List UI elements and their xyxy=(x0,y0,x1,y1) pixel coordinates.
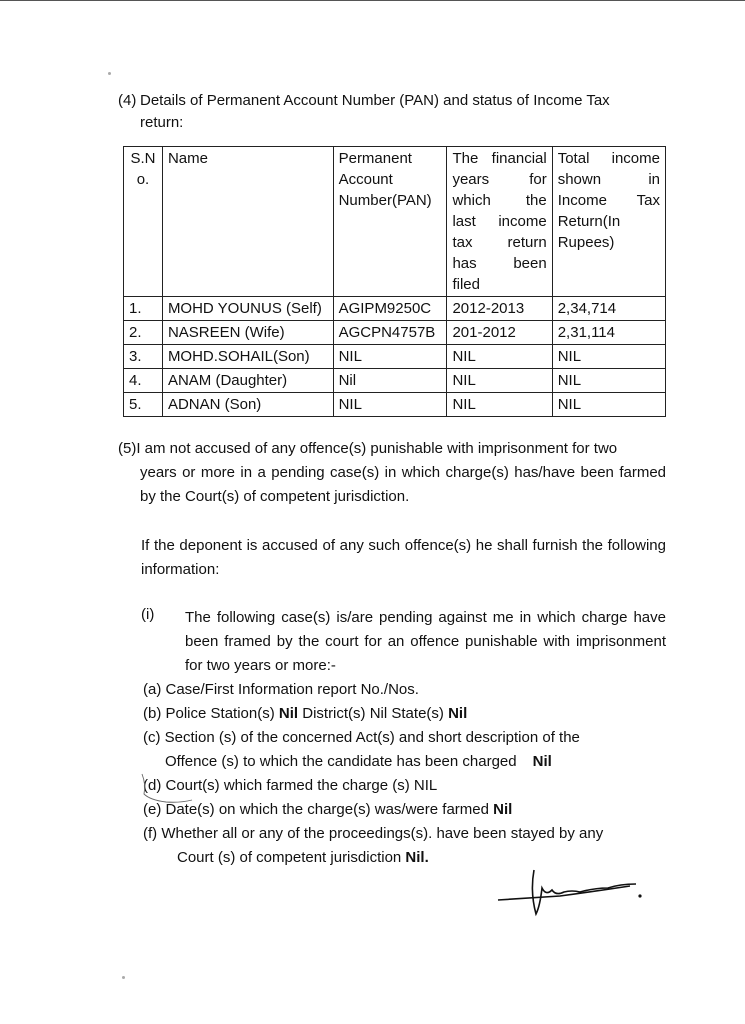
item-b xyxy=(143,702,467,726)
header-fy-line4: last income xyxy=(452,213,547,230)
header-fy-line1: The financial xyxy=(452,150,547,167)
item-c-line1: (c) Section (s) of the concerned Act(s) and short description of the xyxy=(143,729,580,746)
cell-sno: 3. xyxy=(124,345,163,369)
cell-income: NIL xyxy=(552,369,665,393)
item-a: (a) Case/First Information report No./Nos. xyxy=(143,681,419,698)
item-f-line2: Court (s) of competent jurisdiction xyxy=(177,849,406,866)
cell-income: NIL xyxy=(552,393,665,417)
cell-pan: NIL xyxy=(333,393,447,417)
header-inc-line4: Return(In xyxy=(557,213,621,230)
header-fy-line5: tax return xyxy=(452,234,547,251)
pen-scribble-mark xyxy=(136,770,196,810)
item-i-text: The following case(s) is/are pending against me in which charge have been framed by the court for an offence punishable with imprisonment for two years or more:- xyxy=(185,609,666,674)
item-b-nil-1: Nil xyxy=(278,705,299,722)
cell-year: NIL xyxy=(447,345,552,369)
section-5-first-line: I am not accused of any offence(s) punishable with imprisonment for two xyxy=(136,440,618,457)
cell-year: NIL xyxy=(447,369,552,393)
item-i-label: (i) xyxy=(141,606,155,623)
header-name: Name xyxy=(162,147,333,297)
table-row xyxy=(124,297,666,321)
header-sno-line1: S.N xyxy=(130,150,156,167)
cell-sno: 4. xyxy=(124,369,163,393)
item-c-line2-wrap xyxy=(143,750,580,774)
item-f-line1: (f) Whether all or any of the proceedings(s). have been stayed by any xyxy=(143,825,604,842)
page-top-edge xyxy=(0,0,745,1)
cell-pan: AGCPN4757B xyxy=(333,321,447,345)
item-c-line2: Offence (s) to which the candidate has been charged xyxy=(165,753,517,770)
cell-year: NIL xyxy=(447,393,552,417)
section-5-paragraph xyxy=(118,437,666,509)
table-row xyxy=(124,369,666,393)
cell-name: ADNAN (Son) xyxy=(162,393,333,417)
header-fy-line2: years for xyxy=(452,171,547,188)
pan-table xyxy=(123,146,666,417)
header-inc-line1: Total income xyxy=(557,150,660,167)
cell-name: MOHD.SOHAIL(Son) xyxy=(162,345,333,369)
cell-year: 2012-2013 xyxy=(447,297,552,321)
header-total-income xyxy=(552,147,665,297)
speck xyxy=(108,72,111,75)
cell-pan: Nil xyxy=(333,369,447,393)
speck xyxy=(122,976,125,979)
header-sno-line2: o. xyxy=(136,171,150,188)
pan-table-header-row xyxy=(124,147,666,297)
item-b-mid: District(s) Nil State(s) xyxy=(298,705,449,722)
header-fy-line3: which the xyxy=(452,192,547,209)
table-row xyxy=(124,345,666,369)
cell-income: NIL xyxy=(552,345,665,369)
signature-image xyxy=(490,862,650,922)
header-fy-line7: filed xyxy=(452,276,480,293)
table-row xyxy=(124,393,666,417)
deponent-paragraph: If the deponent is accused of any such offence(s) he shall furnish the following information: xyxy=(141,537,666,578)
header-pan-line3: Number(PAN) xyxy=(338,192,432,209)
header-sno xyxy=(124,147,163,297)
item-b-nil-2: Nil xyxy=(448,705,468,722)
item-b-pre: (b) Police Station(s) xyxy=(143,705,279,722)
header-inc-line2: shown in xyxy=(557,171,660,188)
item-c xyxy=(143,726,580,774)
section-4-heading xyxy=(118,90,668,134)
section-4-heading-line1: Details of Permanent Account Number (PAN) and status of Income Tax xyxy=(140,92,610,109)
cell-sno: 2. xyxy=(124,321,163,345)
cell-sno: 1. xyxy=(124,297,163,321)
cell-name: ANAM (Daughter) xyxy=(162,369,333,393)
cell-name: NASREEN (Wife) xyxy=(162,321,333,345)
cell-sno: 5. xyxy=(124,393,163,417)
item-e-nil: Nil xyxy=(493,801,513,818)
header-inc-line5: Rupees) xyxy=(557,234,615,251)
header-financial-years xyxy=(447,147,552,297)
cell-name: MOHD YOUNUS (Self) xyxy=(162,297,333,321)
header-pan xyxy=(333,147,447,297)
header-fy-line6: has been xyxy=(452,255,547,272)
header-inc-line3: Income Tax xyxy=(557,192,660,209)
section-4-number: (4) xyxy=(118,92,137,109)
item-e xyxy=(143,798,512,822)
item-f-nil: Nil. xyxy=(405,849,429,866)
section-5-number: (5) xyxy=(118,440,137,457)
cell-income: 2,34,714 xyxy=(552,297,665,321)
item-c-nil: Nil xyxy=(532,753,552,770)
cell-income: 2,31,114 xyxy=(552,321,665,345)
section-4-heading-line2: return: xyxy=(140,114,184,131)
header-pan-line1: Permanent xyxy=(338,150,412,167)
cell-pan: AGIPM9250C xyxy=(333,297,447,321)
section-5-rest: years or more in a pending case(s) in which charge(s) has/have been farmed by the Court(s) of competent jurisdiction. xyxy=(140,464,666,505)
item-e-pre: (e) Date(s) on which the charge(s) was/were farmed xyxy=(143,801,494,818)
item-d: (d) Court(s) which farmed the charge (s) NIL xyxy=(143,777,438,794)
table-row xyxy=(124,321,666,345)
cell-pan: NIL xyxy=(333,345,447,369)
cell-year: 201-2012 xyxy=(447,321,552,345)
header-pan-line2: Account xyxy=(338,171,393,188)
